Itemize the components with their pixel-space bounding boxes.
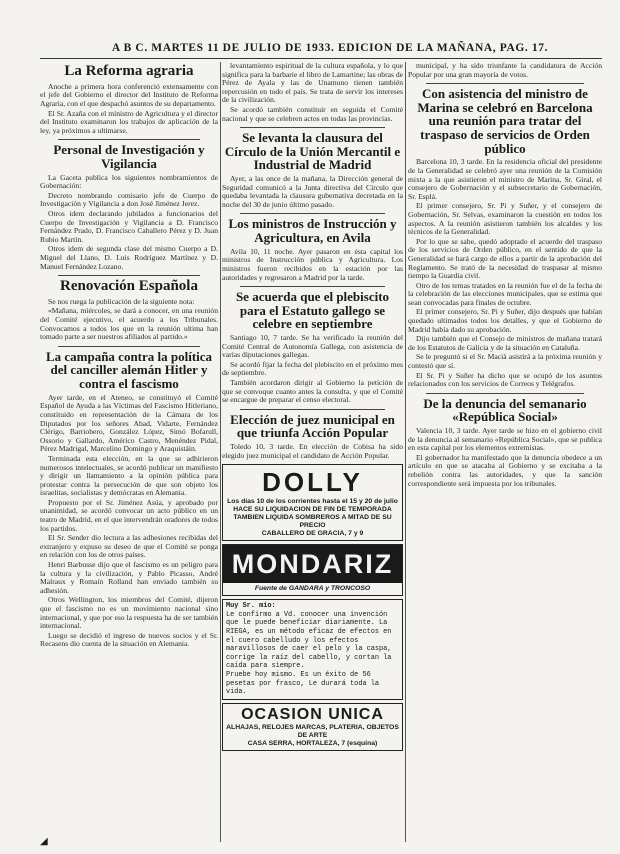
article-body	[222, 248, 403, 282]
article-body	[222, 443, 403, 460]
article	[40, 346, 218, 649]
paragraph: Avila 10, 11 noche. Ayer pasaron en ésta capital los ministros de Instrucción pública y Agricultura. Los ministros fueron recibidos en la estación por las autoridades y regresaron a Madrid por la tarde.	[222, 246, 403, 282]
paragraph: Se acordó también constituir en seguida el Comité nacional y que se celebren actos en todas las provincias.	[222, 104, 403, 123]
column-divider	[405, 62, 406, 842]
ad-mondariz-line: Fuente de GANDARA y TRONCOSO	[254, 585, 371, 593]
paragraph: municipal, y ha sido triunfante la candidatura de Acción Popular por una gran mayoría de votos.	[408, 62, 602, 79]
ad-dolly	[222, 464, 403, 541]
paragraph: Ayer tarde, en el Ateneo, se constituyó el Comité Español de Ayuda a las Víctimas del Fascismo Hitleriano, constituido en representación de la Cámara de los Diputados por los señores Abad, Vidarte, Fernández Clérigo, Barriobero, González López, Simó Bofarull, Ossorio y Gallardo, Américo Castro, Menéndez Pidal, Pérez Madrigal, Marcelino Domingo y Araquistáin.	[40, 392, 218, 454]
ad-dolly-line: Los días 10 de los corrientes hasta el 15 y 20 de julio	[227, 498, 398, 506]
article-headline: Se levanta la clausura del Círculo de la Unión Mercantil e Industrial de Madrid	[224, 130, 401, 173]
paragraph: Por lo que se sabe, quedó adoptado el acuerdo del traspaso de los servicios de Orden público, en el sentido de que la Generalidad se hará cargo de ellos a partir de la aprobación del Reglamento. Se trató de la necesidad de traspasar al mismo tiempo la Guardia civil.	[408, 236, 602, 281]
paragraph: Otros idem declarando jubilados a funcionarios del Cuerpo de Investigación y Vigilancia a D. Francisco Fernández Prado, D. Francisco Caballero Pérez y D. Juan Rubio Martín.	[40, 208, 218, 244]
ad-letter	[222, 599, 403, 700]
ad-letter-line: Le confirmo a Vd. conocer una invención que le puede beneficiar diariamente. La RIEGA, es un método eficaz de efectos en el cuero cabelludo y los efectos maravillosos de caer el pelo y la caspa, corrige la raíz del cabello, y cortan la caída para siempre.	[226, 610, 392, 671]
article-body	[40, 174, 218, 272]
column-left	[40, 62, 218, 842]
article-headline: La campaña contra la política del canciller alemán Hitler y contra el fascismo	[45, 348, 213, 392]
article-headline: Se acuerda que el plebiscito para el Estatuto gallego se celebre en septiembre	[235, 289, 390, 332]
paragraph: Otros idem de segunda clase del mismo Cuerpo a D. Miguel del Llano, D. Luis Rodríguez Martínez y D. Manuel Fernández Lozano.	[40, 244, 218, 271]
article-headline: Con asistencia del ministro de Marina se celebró en Barcelona una reunión para tratar del traspaso de servicios de Orden público	[417, 86, 593, 156]
article-body	[222, 334, 403, 405]
article-headline: Personal de Investigación y Vigilancia	[53, 142, 205, 171]
paragraph: Barcelona 10, 3 tarde. En la residencia oficial del presidente de la Generalidad se celebró ayer una reunión de la Comisión mixta a la que asistieron el ministro de Marina, Sr. Giral, el consejero de Gobernación y el subsecretario de Gobernación, Sr. Esplá.	[408, 157, 602, 201]
paragraph: Anoche a primera hora conferenció extensamente con el jefe del Gobierno el director del Instituto de Reforma Agraria, con el que despachó asuntos de su departamento.	[40, 81, 218, 108]
column-middle	[222, 62, 403, 842]
paragraph: El primer consejero, Sr. Pi y Suñer, dijo después que habían quedado ultimados todos los detalles, y que el Gobierno de Madrid había dado su aprobación.	[408, 307, 602, 334]
ad-dolly-line: HACE SU LIQUIDACION DE FIN DE TEMPORADA	[233, 506, 392, 514]
paragraph: Dijo también que el Consejo de ministros de mañana tratará de los Estatutos de Galicia y de la situación en Cataluña.	[408, 334, 602, 352]
paragraph: Se le preguntó si el Sr. Macià asistirá a la próxima reunión y contestó que sí.	[408, 352, 602, 371]
article	[222, 409, 403, 460]
paragraph: Otro de los temas tratados en la reunión fue el de la fecha de la celebración de las elecciones municipales, que se estima que sean convocadas para finales de octubre.	[408, 280, 602, 307]
ad-dolly-line: TAMBIEN LIQUIDA SOMBREROS A MITAD DE SU PRECIO	[233, 514, 392, 530]
article-headline: Los ministros de Instrucción y Agricultura, en Avila	[228, 216, 397, 246]
article	[40, 275, 218, 342]
paragraph: El Sr. Sender dio lectura a las adhesiones recibidas del extranjero y expuso su deseo de que el Comité se ponga en relación con los de otros países.	[40, 533, 218, 560]
article-body	[222, 175, 403, 209]
paragraph: El gobernador ha manifestado que la denuncia obedece a un artículo en que se atacaba al Gobierno y se excitaba a la rebelión contra las autoridades, y que la sanción correspondiente será impuesta por los tribunales.	[408, 452, 602, 488]
article	[408, 393, 602, 488]
paragraph: Propuesto por el Sr. Jiménez Asúa, y aprobado por unanimidad, se acordó convocar un acto público en un teatro de Madrid, en el que intervendrán oradores de todos los partidos.	[40, 497, 218, 533]
article-body	[408, 427, 602, 488]
article	[222, 127, 403, 209]
ad-ocasion-line: ALHAJAS, RELOJES MARCAS, PLATERIA, OBJETOS DE ARTE	[226, 723, 399, 739]
paragraph: Decreto nombrando comisario jefe de Cuerpo de Investigación y Vigilancia a don José Jiménez Jerez.	[40, 190, 218, 209]
paragraph: Se acordó fijar la fecha del plebiscito en el próximo mes de septiembre.	[222, 359, 403, 378]
article-separator	[58, 275, 200, 276]
column-right	[408, 62, 602, 842]
ad-dolly-address: CABALLERO DE GRACIA, 7 y 9	[261, 530, 364, 538]
article	[40, 64, 218, 135]
ad-ocasion-name: OCASION UNICA	[241, 705, 384, 723]
article-separator	[240, 409, 385, 410]
masthead: A B C. MARTES 11 DE JULIO DE 1933. EDICION DE LA MAÑANA, PAG. 17.	[111, 42, 549, 54]
paragraph: Luego se decidió el ingreso de nuevos socios y el Sr. Recasens dio cuenta de la situación en Alemania.	[40, 630, 218, 649]
article-separator	[58, 139, 200, 140]
paragraph: Terminada esta elección, en la que se adhirieron numerosos intelectuales, se acordó publicar un manifiesto y dirigir un llamamiento a la opinión pública para protestar contra la persecución de que son objeto los israelitas, socialistas y demócratas en Alemania.	[40, 453, 218, 498]
paragraph: Henri Barbusse dijo que el fascismo es un peligro para la cultura y la civilización, y Pablo Picasso, André Malraux y Romain Rolland han enviado también su adhesión.	[40, 560, 218, 595]
paragraph: levantamiento espiritual de la cultura española, y lo que significa para la barbarie el libro de Lamartine; las obras de Pérez de Ayala y las de Unamuno tienen también repercusión en todo el país. Se trata de servir los intereses de la civilización.	[222, 62, 403, 105]
article-headline: La Reforma agraria	[64, 63, 194, 79]
paragraph: Otros Wellington, los miembros del Comité, dijeron que el fascismo no es un movimiento nacional sino internacional, y que por eso la respuesta ha de ser también internacional.	[40, 595, 218, 631]
article-separator	[58, 346, 200, 347]
column-divider	[220, 62, 221, 842]
paragraph: El Sr. Pi y Suñer ha dicho que se ocupó de los asuntos relacionados con los servicios de Correos y Telégrafos.	[408, 370, 602, 389]
paragraph: Valencia 10, 3 tarde. Ayer tarde se hizo en el gobierno civil de la denuncia al semanario «República Social», que se publica en esta capital por los elementos extremistas.	[408, 426, 602, 453]
paragraph: También acordaron dirigir al Gobierno la petición de que se convoque cuanto antes la consulta, y que el Comité se encargue de preparar el censo electoral.	[222, 378, 403, 405]
paragraph: Toledo 10, 3 tarde. En elección de Cobisa ha sido elegido juez municipal el candidato de Acción Popular.	[222, 442, 403, 460]
article-headline: De la denuncia del semanario «República Social»	[423, 395, 587, 425]
article-headline: Renovación Española	[60, 278, 198, 295]
article	[40, 139, 218, 271]
article	[222, 213, 403, 282]
article-body	[222, 62, 403, 123]
article-body	[408, 62, 602, 79]
ad-mondariz-name: MONDARIZ	[223, 545, 402, 583]
article-body	[40, 394, 218, 649]
article	[408, 83, 602, 389]
article-body	[40, 298, 218, 342]
article-separator	[240, 127, 385, 128]
article-separator	[240, 286, 385, 287]
article	[408, 62, 602, 79]
ad-ocasion-address: CASA SERRA, HORTALEZA, 7 (esquina)	[247, 739, 378, 747]
paragraph: Ayer, a las once de la mañana, la Dirección general de Seguridad comunicó a la Junta directiva del Círculo que quedaba levantada la clausura gubernativa decretada en la noche del 30 de junio último pasado.	[222, 174, 403, 209]
article-separator	[426, 83, 584, 84]
paragraph: El Sr. Azaña con el ministro de Agricultura y el director del Instituto examinaron los trabajos de aplicación de la ley, ya próximos a ultimarse.	[40, 108, 218, 135]
page-corner-mark: ◢	[40, 836, 48, 847]
ad-ocasion-unica	[222, 703, 403, 751]
article-body	[408, 158, 602, 388]
paragraph: «Mañana, miércoles, se dará a conocer, en una reunión del Comité ejecutivo, el acuerdo a los Tribunales. Convocamos a todos los que en la reunión ultima han tomado parte a ser nuestros afiliados al partido.»	[40, 306, 218, 342]
ad-letter-line: Muy Sr. mío:	[226, 602, 276, 611]
ad-dolly-name: DOLLY	[262, 467, 363, 498]
paragraph: El primer consejero, Sr. Pi y Suñer, y el consejero de Gobernación, Sr. Selvas, examinaron la cuestión en todos los aspectos. A la reunión asistieron también los alcaldes y los técnicos de la Generalidad.	[408, 201, 602, 237]
article-separator	[240, 213, 385, 214]
paragraph: Se nos ruega la publicación de la siguiente nota:	[48, 296, 195, 306]
article	[222, 62, 403, 123]
article	[222, 286, 403, 405]
paragraph: La Gaceta publica los siguientes nombramientos de Gobernación:	[40, 172, 218, 191]
article-headline: Elección de juez municipal en que triunfa Acción Popular	[230, 411, 395, 441]
masthead-rule	[40, 58, 602, 59]
article-body	[40, 83, 218, 136]
paragraph: Santiago 10, 7 tarde. Se ha verificado la reunión del Comité Central de Autonomía Gallega, con asistencia de varias diputaciones gallegas.	[222, 333, 403, 360]
article-separator	[426, 393, 584, 394]
ad-letter-line: Pruebe hoy mismo. Es un éxito de 56 pesetas por frasco, Le durará toda la vida.	[226, 671, 379, 697]
ad-mondariz	[222, 544, 403, 596]
